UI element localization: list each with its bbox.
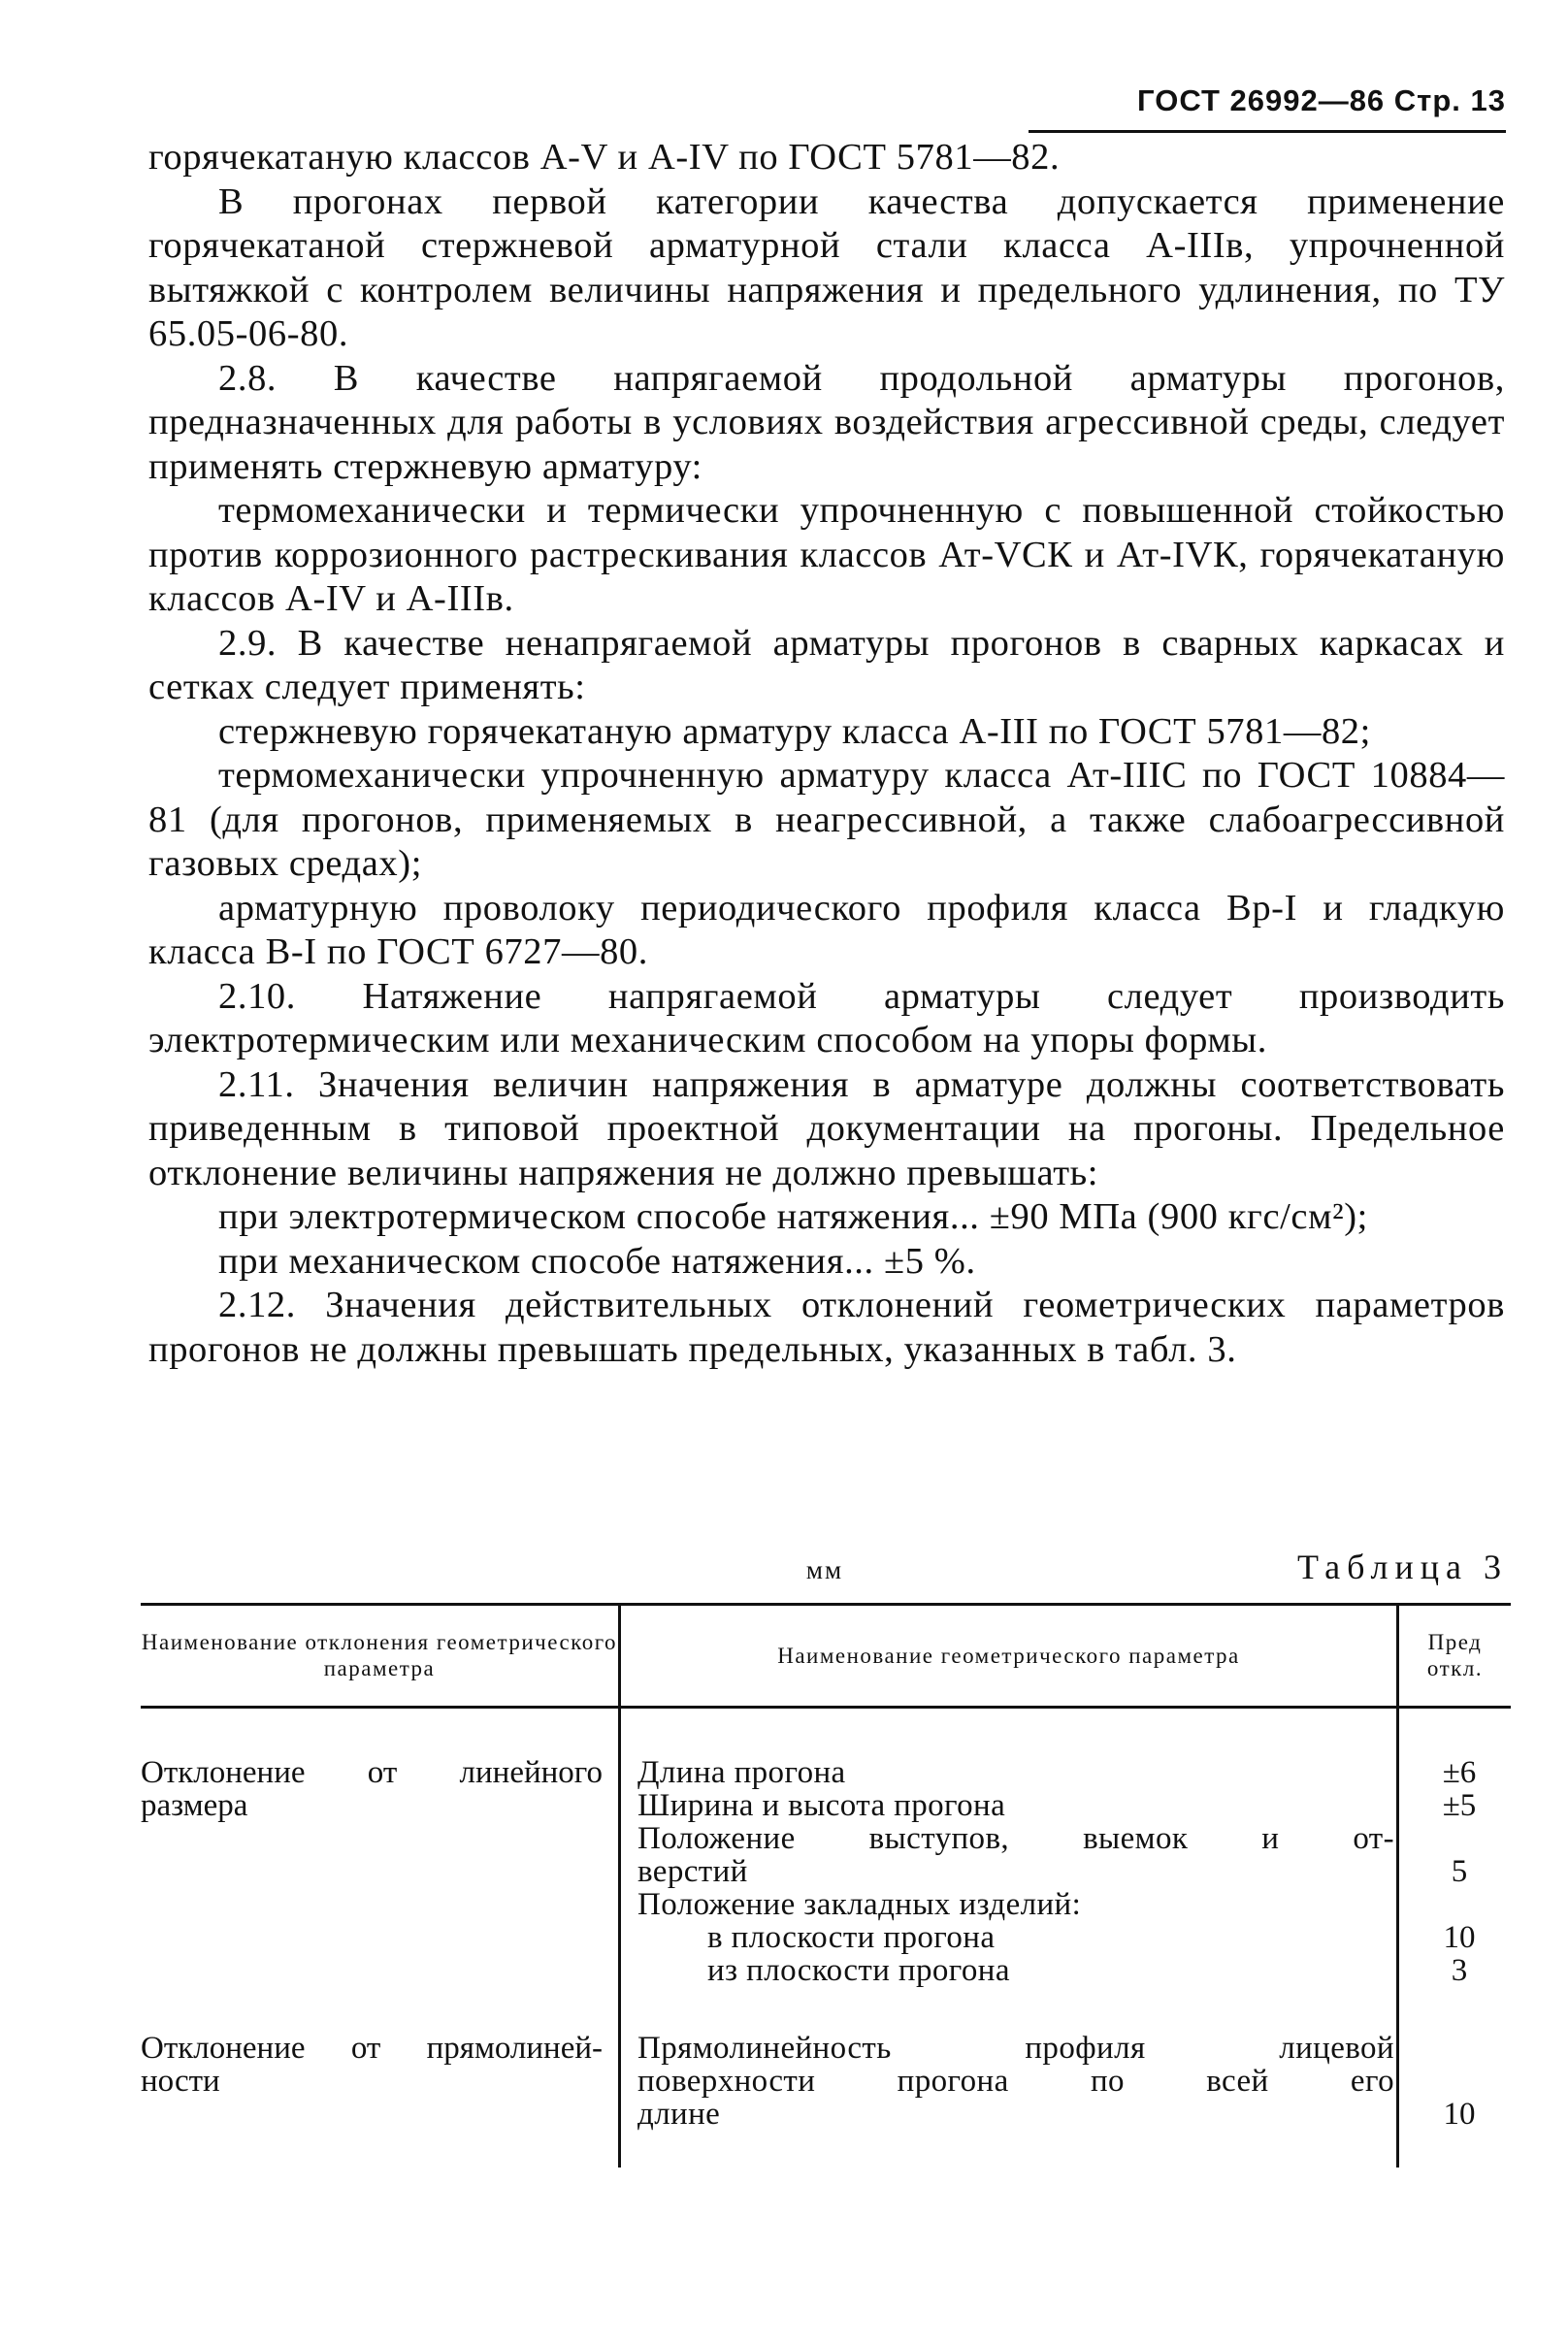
- table-cell-deviation: Отклонение от прямолиней-: [141, 2031, 603, 2066]
- page-header: ГОСТ 26992—86 Стр. 13: [1029, 76, 1506, 133]
- table-header-parameter: Наименование геометрического параметра: [777, 1643, 1240, 1668]
- body-text: [148, 136, 1505, 1372]
- paragraph: стержневую горячекатаную арматуру класса А-III по ГОСТ 5781—82;: [218, 710, 1371, 752]
- paragraph-2-8: 2.8. В качестве напрягаемой продольной арматуры прогонов, предназначенных для работы в условиях воздействия агрессивной среды, следует применять стержневую арматуру:: [148, 357, 1505, 487]
- table-cell-tolerance: ±5: [1442, 1788, 1477, 1823]
- table-cell-parameter: верстий: [637, 1854, 748, 1889]
- paragraph: арматурную проволоку периодического профиля класса Вр-I и гладкую класса В-I по ГОСТ 6727—80.: [148, 887, 1505, 972]
- table-cell-parameter: поверхности прогона по всей его: [637, 2064, 1394, 2099]
- table-cell-deviation: ности: [141, 2064, 220, 2099]
- table-cell-parameter: Положение выступов, выемок и от-: [637, 1821, 1394, 1856]
- paragraph: при механическом способе натяжения... ±5 %.: [218, 1240, 976, 1282]
- table-cell-parameter: из плоскости прогона: [707, 1953, 1010, 1988]
- table-cell-parameter: Длина прогона: [637, 1755, 846, 1790]
- table-header-rule: [141, 1706, 1511, 1709]
- table-cell-tolerance: 10: [1443, 2097, 1476, 2132]
- paragraph-2-11: 2.11. Значения величин напряжения в арматуре должны соответствовать приведенным в типовой проектной документации на прогоны. Предельное отклонение величины напряжения не должно превышать:: [148, 1063, 1505, 1193]
- table-cell-tolerance: 5: [1451, 1854, 1468, 1889]
- table-cell-tolerance: 10: [1443, 1920, 1476, 1955]
- tolerance-table: [141, 1603, 1511, 2168]
- table-unit: мм: [805, 1555, 844, 1584]
- table-cell-tolerance: ±6: [1442, 1755, 1477, 1790]
- paragraph: термомеханически упрочненную арматуру класса Ат-IIIС по ГОСТ 10884—81 (для прогонов, применяемых в неагрессивной, а также слабоагрессивной газовых средах);: [148, 755, 1505, 884]
- table-cell-parameter: Прямолинейность профиля лицевой: [637, 2031, 1394, 2066]
- paragraph: В прогонах первой категории качества допускается применение горячекатаной стержневой арматурной стали класса А-IIIв, упрочненной вытяжкой с контролем величины напряжения и предельного удлинения, по ТУ 65.05-06-80.: [148, 180, 1505, 354]
- paragraph-2-12: 2.12. Значения действительных отклонений геометрических параметров прогонов не должны превышать предельных, указанных в табл. 3.: [148, 1285, 1505, 1370]
- paragraph-2-9: 2.9. В качестве ненапрягаемой арматуры прогонов в сварных каркасах и сетках следует применять:: [148, 622, 1505, 707]
- table-header-deviation: Наименование отклонения геометрического параметра: [141, 1630, 618, 1680]
- paragraph: термомеханически и термически упрочненную с повышенной стойкостью против коррозионного растрескивания классов Ат-VСК и Ат-IVК, горячекатаную классов А-IV и А-IIIв.: [148, 490, 1505, 619]
- table-cell-deviation: размера: [141, 1788, 248, 1823]
- table-cell-parameter: длине: [637, 2097, 721, 2132]
- table-header-tolerance: Пред откл.: [1426, 1630, 1484, 1680]
- paragraph: горячекатаную классов А-V и А-IV по ГОСТ 5781—82.: [148, 137, 1061, 178]
- table-cell-deviation: Отклонение от линейного: [141, 1755, 603, 1790]
- table-cell-tolerance: 3: [1451, 1953, 1468, 1988]
- table-top-rule: [141, 1603, 1511, 1606]
- table-column-divider: [618, 1603, 621, 2168]
- table-column-divider: [1396, 1603, 1399, 2168]
- paragraph-2-10: 2.10. Натяжение напрягаемой арматуры следует производить электротермическим или механическим способом на упоры формы.: [148, 975, 1505, 1060]
- table-cell-parameter: Положение закладных изделий:: [637, 1887, 1082, 1922]
- table-caption: Таблица 3: [1297, 1548, 1508, 1586]
- table-cell-parameter: в плоскости прогона: [707, 1920, 996, 1955]
- paragraph: при электротермическом способе натяжения... ±90 МПа (900 кгс/см²);: [218, 1196, 1368, 1237]
- table-cell-parameter: Ширина и высота прогона: [637, 1788, 1006, 1823]
